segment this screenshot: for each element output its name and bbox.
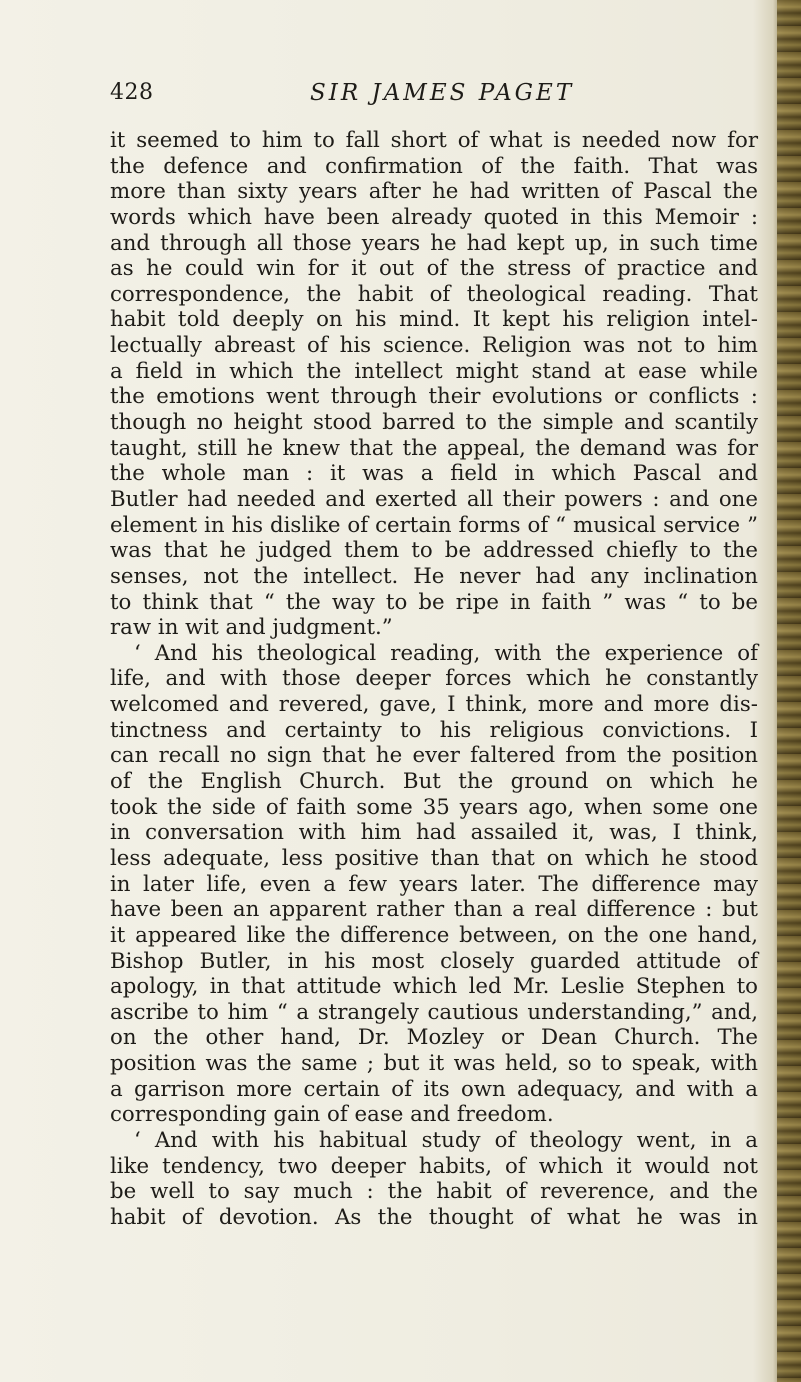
text-line: position was the same ; but it was held, so to speak, with (110, 1051, 758, 1077)
page-header (110, 80, 750, 114)
text-line: tinctness and certainty to his religious convictions. I (110, 717, 758, 743)
text-line: in later life, even a few years later. The difference may (110, 871, 758, 897)
text-line: be well to say much : the habit of reverence, and the (110, 1179, 758, 1205)
text-line: took the side of faith some 35 years ago, when some one (110, 794, 758, 820)
text-line: ‘ And his theological reading, with the experience of (134, 640, 758, 666)
text-line: apology, in that attitude which led Mr. Leslie Stephen to (110, 974, 758, 1000)
text-line: it appeared like the difference between, on the one hand, (110, 922, 758, 948)
text-line: of the English Church. But the ground on which he (110, 769, 758, 795)
page-number: 428 (110, 80, 154, 105)
text-line: habit of devotion. As the thought of what he was in (110, 1204, 758, 1230)
text-line: correspondence, the habit of theological reading. That (110, 281, 758, 307)
text-line: like tendency, two deeper habits, of which it would not (110, 1153, 758, 1179)
text-line: life, and with those deeper forces which he constantly (110, 666, 758, 692)
text-line: was that he judged them to be addressed chiefly to the (110, 538, 758, 564)
text-line: on the other hand, Dr. Mozley or Dean Church. The (110, 1025, 758, 1051)
text-line: though no height stood barred to the simple and scantily (110, 410, 758, 436)
text-line: can recall no sign that he ever faltered from the position (110, 743, 758, 769)
text-line: the defence and confirmation of the faith. That was (110, 153, 758, 179)
text-line: to think that “ the way to be ripe in faith ” was “ to be (110, 589, 758, 615)
text-line: a field in which the intellect might stand at ease while (110, 358, 758, 384)
text-line: Butler had needed and exerted all their powers : and one (110, 486, 758, 512)
text-line: and through all those years he had kept up, in such time (110, 230, 758, 256)
page-edge (777, 0, 801, 1382)
text-line: the whole man : it was a field in which Pascal and (110, 461, 758, 487)
text-line: have been an apparent rather than a real difference : but (110, 897, 758, 923)
text-line: Bishop Butler, in his most closely guarded attitude of (110, 948, 758, 974)
text-line: lectually abreast of his science. Religion was not to him (110, 333, 758, 359)
running-head: SIR JAMES PAGET (310, 80, 575, 106)
text-line: the emotions went through their evolutions or conflicts : (110, 384, 758, 410)
text-line: senses, not the intellect. He never had any inclination (110, 563, 758, 589)
text-line: in conversation with him had assailed it, was, I think, (110, 820, 758, 846)
text-line: less adequate, less positive than that on which he stood (110, 845, 758, 871)
text-line: welcomed and revered, gave, I think, more and more dis- (110, 692, 758, 718)
text-line: taught, still he knew that the appeal, the demand was for (110, 435, 758, 461)
text-line: ascribe to him “ a strangely cautious understanding,” and, (110, 999, 758, 1025)
text-line: as he could win for it out of the stress of practice and (110, 256, 758, 282)
text-line: ‘ And with his habitual study of theology went, in a (134, 1127, 758, 1153)
text-line: words which have been already quoted in this Memoir : (110, 204, 758, 230)
text-line: a garrison more certain of its own adequacy, and with a (110, 1076, 758, 1102)
text-line: more than sixty years after he had written of Pascal the (110, 179, 758, 205)
text-line: habit told deeply on his mind. It kept his religion intel- (110, 307, 758, 333)
text-line: corresponding gain of ease and freedom. (110, 1102, 554, 1128)
text-line: element in his dislike of certain forms of “ musical service ” (110, 512, 758, 538)
text-line: raw in wit and judgment.” (110, 615, 393, 641)
body-text (110, 128, 758, 1231)
text-line: it seemed to him to fall short of what is needed now for (110, 128, 758, 153)
